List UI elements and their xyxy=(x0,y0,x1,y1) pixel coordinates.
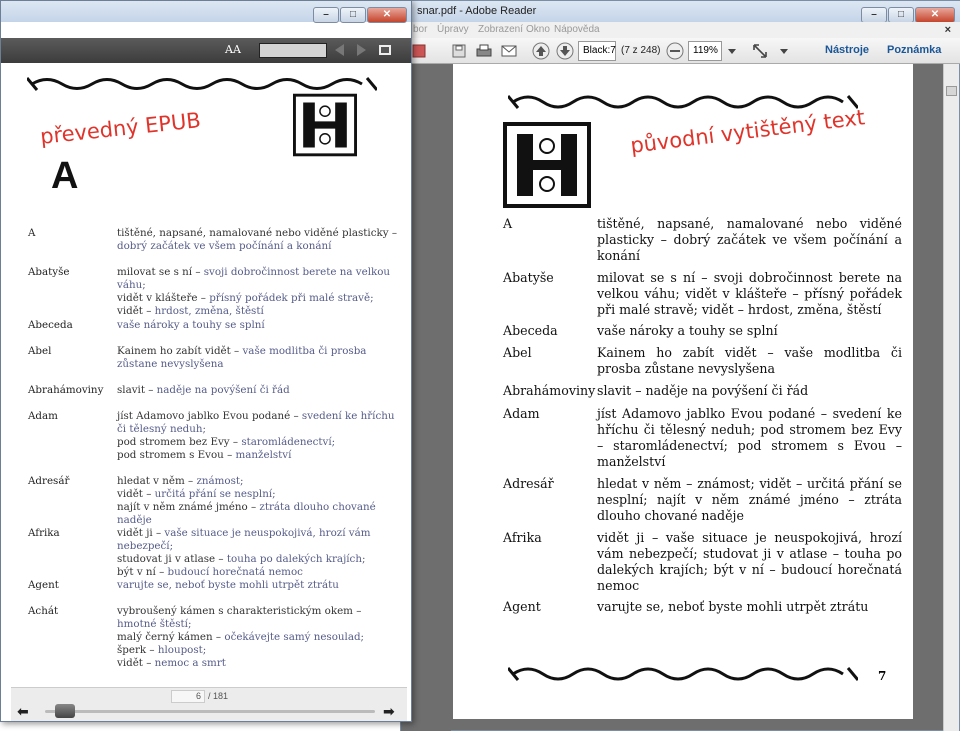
definition-text: vidět – xyxy=(117,657,152,669)
create-icon[interactable] xyxy=(409,41,429,61)
zoom-out-icon[interactable] xyxy=(665,41,685,61)
entry-term: Abatyše xyxy=(503,270,554,285)
definition-text: hledat v něm – xyxy=(117,475,194,487)
entry-definition: tištěné, napsané, namalované nebo viděné plasticky – dobrý začátek ve všem počínání a konání xyxy=(597,216,902,263)
definition-meaning: určitá přání se nesplní; xyxy=(151,488,276,500)
entry-term: Adresář xyxy=(28,475,70,487)
entry-definition xyxy=(117,475,399,527)
definition-text: vidět ji – xyxy=(117,527,162,539)
maximize-button[interactable]: □ xyxy=(340,7,366,23)
menu-item-help[interactable]: Nápověda xyxy=(554,24,600,35)
zoom-field[interactable]: 119% xyxy=(688,41,722,61)
entry-term: Abeceda xyxy=(28,319,73,331)
entry-term: Abrahámoviny xyxy=(503,383,596,398)
entry-definition: jíst Adamovo jablko Evou podané – svedení ke hříchu či tělesný neduh; pod stromem bez Evy – staromládenectví; pod stromem s Evou – manželství xyxy=(597,406,902,469)
definition-meaning: manželství xyxy=(232,449,292,461)
reader-title-bar[interactable] xyxy=(401,1,960,22)
reader-window-title: snar.pdf - Adobe Reader xyxy=(417,5,537,17)
definition-meaning: vaše situace je neuspokojivá, hrozí vám nebezpečí; xyxy=(117,527,371,552)
entry-definition: vidět ji – vaše situace je neuspokojivá, hrozí vám nebezpečí; studovat ji v atlase – touha po dalekých krajích; být v ní – budoucí horečnatá nemoc xyxy=(597,530,902,593)
dictionary-entry xyxy=(503,599,903,615)
entry-definition xyxy=(117,266,399,318)
entry-definition: slavit – naděje na povýšení či řád xyxy=(597,383,809,398)
definition-text: vidět – xyxy=(117,305,152,317)
forward-arrow-icon[interactable]: ➡ xyxy=(383,704,395,720)
definition-meaning: budoucí horečnatá nemoc xyxy=(164,566,303,578)
definition-text: vidět v klášteře – xyxy=(117,292,206,304)
adobe-reader-window xyxy=(400,0,960,731)
window-close-button[interactable]: ✕ xyxy=(915,7,955,23)
fullscreen-icon[interactable] xyxy=(379,45,391,55)
page-number-field[interactable]: Black:7 xyxy=(578,41,616,61)
minimize-button[interactable]: – xyxy=(861,7,887,23)
definition-text: Kainem ho zabít vidět – xyxy=(117,345,240,357)
epub-bottom-bar xyxy=(11,687,407,721)
email-icon[interactable] xyxy=(499,41,519,61)
epub-top-toolbar xyxy=(1,38,411,63)
entry-definition: vaše nároky a touhy se splní xyxy=(597,323,778,338)
entry-term: Adam xyxy=(28,410,58,422)
definition-meaning: ztráta dlouho chované naděje xyxy=(117,501,376,526)
page-slider-thumb[interactable] xyxy=(55,704,75,718)
entry-term: Adam xyxy=(503,406,540,421)
definition-text: slavit – xyxy=(117,384,154,396)
comment-pane-button[interactable]: Poznámka xyxy=(887,44,942,56)
definition-text: být v ní – xyxy=(117,566,165,578)
entry-definition xyxy=(117,345,399,371)
epub-title-bar[interactable] xyxy=(1,1,411,22)
page-count-label: (7 z 248) xyxy=(621,45,661,56)
definition-text: vidět – xyxy=(117,488,152,500)
page-number-field[interactable] xyxy=(171,690,205,703)
entry-term: Agent xyxy=(28,579,59,591)
next-page-icon[interactable] xyxy=(555,41,575,61)
definition-text: pod stromem bez Evy – xyxy=(117,436,239,448)
page-total: / 181 xyxy=(208,691,229,701)
definition-meaning: očekávejte samý nesoulad; xyxy=(221,631,365,643)
dictionary-entry xyxy=(503,406,903,470)
back-arrow-icon[interactable]: ⬅ xyxy=(17,704,29,720)
pdf-page xyxy=(453,64,913,719)
definition-meaning: známost; xyxy=(193,475,244,487)
initial-h-icon xyxy=(293,93,357,157)
entry-term: A xyxy=(28,227,36,239)
entry-term: Abrahámoviny xyxy=(28,384,104,396)
entry-term: Abel xyxy=(503,345,532,360)
definition-meaning: vaše nároky a touhy se splní xyxy=(117,319,265,331)
pdf-caption: původní vytištěný text xyxy=(629,105,867,158)
save-icon[interactable] xyxy=(449,41,469,61)
tools-pane-button[interactable]: Nástroje xyxy=(825,44,870,56)
previous-result-icon[interactable] xyxy=(335,44,344,56)
current-page: 6 xyxy=(195,691,201,701)
definition-text: tištěné, napsané, namalované nebo viděné plasticky – xyxy=(117,227,397,239)
reader-menu-bar xyxy=(401,22,960,38)
dictionary-entry xyxy=(503,476,903,524)
definition-meaning: dobrý začátek ve všem počínání a konání xyxy=(117,240,332,252)
entry-term: Agent xyxy=(503,599,541,614)
top-ornament-icon xyxy=(27,75,377,93)
section-heading: A xyxy=(51,155,79,197)
dictionary-entry xyxy=(503,323,903,339)
definition-meaning: vaše modlitba či prosba zůstane nevyslyšena xyxy=(117,345,367,370)
print-icon[interactable] xyxy=(474,41,494,61)
maximize-button[interactable]: □ xyxy=(888,7,914,23)
entry-definition: Kainem ho zabít vidět – vaše modlitba či prosba zůstane nevyslyšena xyxy=(597,345,902,376)
window-close-button[interactable]: ✕ xyxy=(367,7,407,23)
initial-h-icon xyxy=(503,122,591,208)
entry-term: Achát xyxy=(28,605,59,617)
entry-definition: varujte se, neboť byste mohli utrpět ztrátu xyxy=(597,599,869,614)
menu-item-window[interactable]: Okno xyxy=(526,24,550,35)
close-document-button[interactable]: × xyxy=(944,24,951,36)
definition-text: jíst Adamovo jablko Evou podané – xyxy=(117,410,299,422)
epub-content xyxy=(11,63,407,687)
entry-term: Adresář xyxy=(503,476,554,491)
fullscreen-dropdown-icon[interactable] xyxy=(774,41,786,61)
fullscreen-icon[interactable] xyxy=(750,41,770,61)
epub-window-controls xyxy=(312,2,407,23)
previous-page-icon[interactable] xyxy=(531,41,551,61)
zoom-dropdown-icon[interactable] xyxy=(722,41,734,61)
next-result-icon[interactable] xyxy=(357,44,366,56)
entry-term: Afrika xyxy=(28,527,60,539)
menu-item-edit[interactable]: Úpravy xyxy=(437,24,469,35)
definition-text: najít v něm známé jméno – xyxy=(117,501,257,513)
menu-item-file[interactable]: bor xyxy=(413,24,428,35)
reader-toolbar xyxy=(401,38,960,64)
definition-meaning: hrdost, změna, štěstí xyxy=(151,305,264,317)
entry-definition xyxy=(117,384,399,397)
definition-meaning: nemoc a smrt xyxy=(151,657,226,669)
dictionary-entry xyxy=(503,530,903,594)
entry-definition xyxy=(117,605,399,670)
definition-text: milovat se s ní – xyxy=(117,266,201,278)
dictionary-entry xyxy=(503,383,903,399)
dictionary-entry xyxy=(503,216,903,264)
menu-item-view[interactable]: Zobrazení xyxy=(478,24,524,35)
minimize-button[interactable]: – xyxy=(313,7,339,23)
definition-meaning: varujte se, neboť byste mohli utrpět ztrátu xyxy=(117,579,339,591)
font-size-button[interactable]: AA xyxy=(225,43,241,56)
definition-meaning: staromládenectví; xyxy=(238,436,336,448)
definition-meaning: naděje na povýšení či řád xyxy=(153,384,290,396)
dictionary-entry xyxy=(503,345,903,377)
epub-caption: převedný EPUB xyxy=(39,108,202,149)
entry-definition xyxy=(117,319,399,332)
definition-meaning: hmotné štěstí; xyxy=(117,618,192,630)
top-ornament-icon xyxy=(508,92,858,112)
definition-text: malý černý kámen – xyxy=(117,631,222,643)
page-slider[interactable] xyxy=(45,710,375,713)
bottom-ornament-icon xyxy=(508,664,858,684)
entry-definition xyxy=(117,527,399,579)
epub-reader-window xyxy=(0,0,412,722)
definition-meaning: přísný pořádek při malé stravě; xyxy=(205,292,374,304)
entry-definition xyxy=(117,410,399,462)
scrollbar-thumb[interactable] xyxy=(946,86,957,96)
search-input[interactable] xyxy=(259,43,327,58)
definition-meaning: svoji dobročinnost berete na velkou váhu; xyxy=(117,266,391,291)
definition-text: šperk – xyxy=(117,644,155,656)
definition-text: vybroušený kámen s charakteristickým okem – xyxy=(117,605,362,617)
entry-definition: hledat v něm – známost; vidět – určitá přání se nesplní; najít v něm známé jméno – ztráta dlouho chované naděje xyxy=(597,476,902,523)
entry-definition xyxy=(117,227,399,253)
page-number: 7 xyxy=(878,669,887,683)
entry-term: Abatyše xyxy=(28,266,70,278)
entry-definition: milovat se s ní – svoji dobročinnost berete na velkou váhu; vidět v klášteře – přísný pořádek při malé stravě; vidět – hrdost, změna, štěstí xyxy=(597,270,902,317)
definition-meaning: touha po dalekých krajích; xyxy=(223,553,366,565)
dictionary-entry xyxy=(503,270,903,318)
entry-definition xyxy=(117,579,399,592)
definition-text: pod stromem s Evou – xyxy=(117,449,233,461)
entry-term: A xyxy=(503,216,513,231)
entry-term: Abel xyxy=(28,345,52,357)
definition-meaning: svedení ke hříchu či tělesný neduh; xyxy=(117,410,395,435)
entry-term: Afrika xyxy=(503,530,542,545)
definition-meaning: hloupost; xyxy=(154,644,207,656)
entry-term: Abeceda xyxy=(503,323,558,338)
reader-window-controls xyxy=(860,2,955,23)
vertical-scrollbar[interactable] xyxy=(943,64,959,731)
definition-text: studovat ji v atlase – xyxy=(117,553,224,565)
